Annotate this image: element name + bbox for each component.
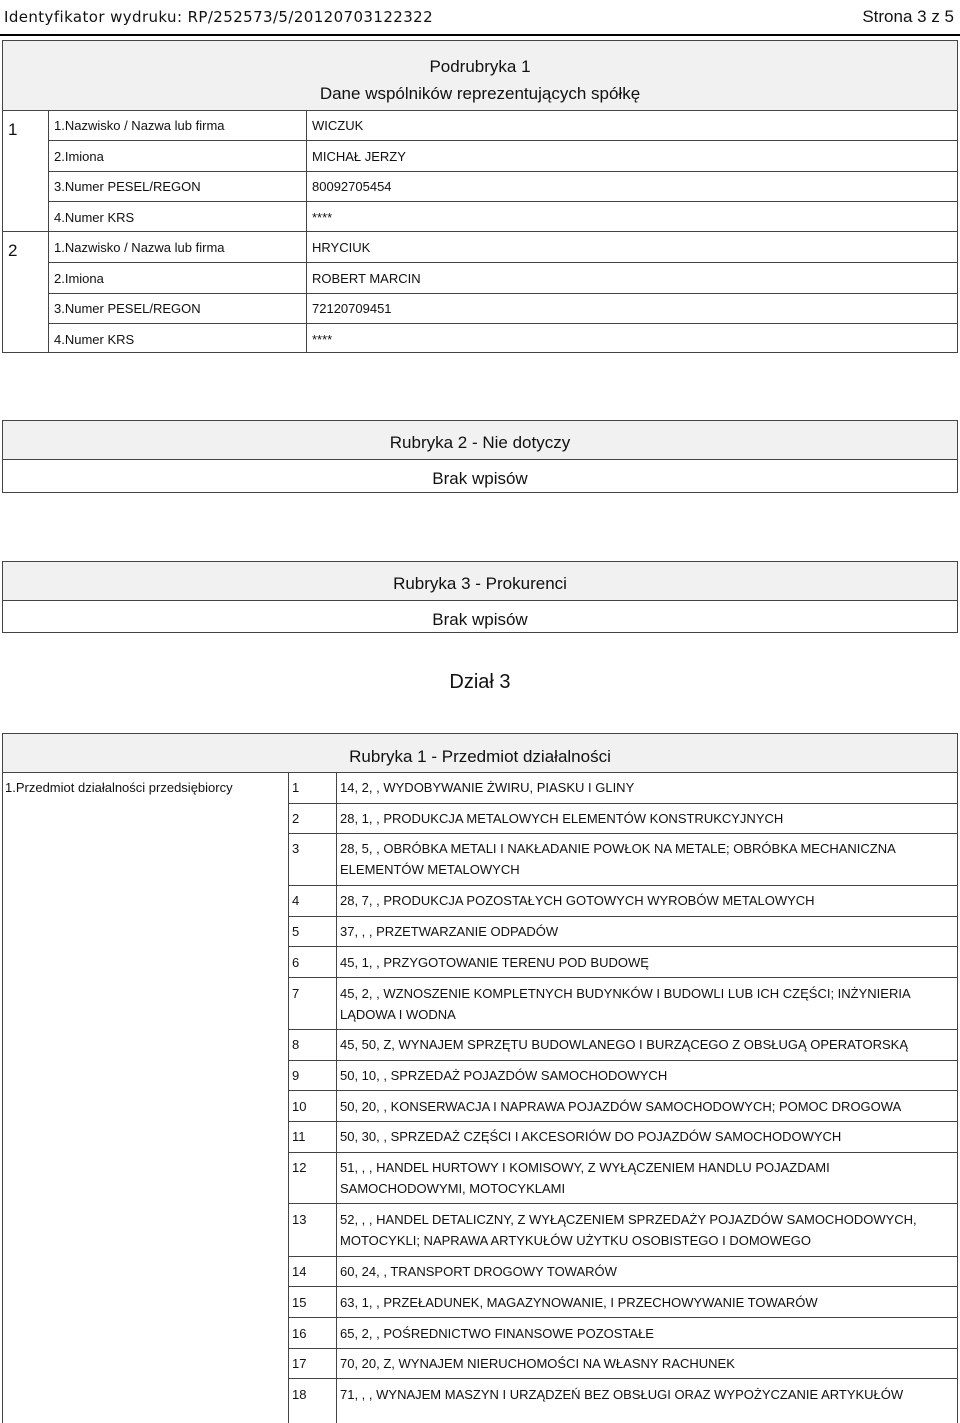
podrubryka-heading — [3, 41, 957, 111]
divider — [288, 885, 958, 886]
field-value: **** — [312, 332, 333, 347]
activity-description: 45, 2, , WZNOSZENIE KOMPLETNYCH BUDYNKÓW I BUDOWLI LUB ICH CZĘŚCI; INŻYNIERIA LĄDOWA I WODNA — [340, 986, 910, 1022]
divider — [288, 1203, 958, 1204]
rubryka-3-note: Brak wpisów — [432, 610, 528, 629]
rubryka-2-note: Brak wpisów — [432, 469, 528, 488]
divider — [288, 1317, 958, 1318]
activity-number: 3 — [292, 841, 300, 856]
divider — [288, 772, 289, 1423]
activity-number: 12 — [292, 1160, 307, 1175]
divider — [288, 833, 958, 834]
field-label: 2.Imiona — [54, 149, 104, 164]
rubryka-2-box — [2, 420, 958, 493]
activity-number: 16 — [292, 1326, 307, 1341]
activity-description: 63, 1, , PRZEŁADUNEK, MAGAZYNOWANIE, I PRZECHOWYWANIE TOWARÓW — [340, 1295, 818, 1310]
field-value: 80092705454 — [312, 179, 392, 194]
activity-description: 50, 10, , SPRZEDAŻ POJAZDÓW SAMOCHODOWYCH — [340, 1068, 668, 1083]
activity-description: 51, , , HANDEL HURTOWY I KOMISOWY, Z WYŁĄCZENIEM HANDLU POJAZDAMI SAMOCHODOWYMI, MOTOCYKLAMI — [340, 1160, 830, 1196]
field-value: MICHAŁ JERZY — [312, 149, 406, 164]
przedmiot-heading — [2, 733, 958, 773]
divider — [48, 110, 49, 353]
field-label: 2.Imiona — [54, 271, 104, 286]
divider — [288, 946, 958, 947]
divider — [288, 1060, 958, 1061]
podrubryka-subtitle: Dane wspólników reprezentujących spółkę — [319, 84, 641, 103]
activity-number: 2 — [292, 811, 300, 826]
divider — [288, 1256, 958, 1257]
activity-description: 37, , , PRZETWARZANIE ODPADÓW — [340, 924, 559, 939]
field-value: HRYCIUK — [312, 240, 371, 255]
rubryka-3-title: Rubryka 3 - Prokurenci — [393, 574, 567, 593]
rubryka-3-box — [2, 561, 958, 633]
activity-description: 70, 20, Z, WYNAJEM NIERUCHOMOŚCI NA WŁASNY RACHUNEK — [340, 1356, 735, 1371]
activity-description: 45, 1, , PRZYGOTOWANIE TERENU POD BUDOWĘ — [340, 955, 649, 970]
divider — [3, 459, 957, 460]
divider — [288, 803, 958, 804]
divider — [48, 171, 958, 172]
activity-description: 28, 7, , PRODUKCJA POZOSTAŁYCH GOTOWYCH WYROBÓW METALOWYCH — [340, 893, 815, 908]
activity-number: 13 — [292, 1212, 307, 1227]
podrubryka-title: Podrubryka 1 — [429, 57, 531, 76]
field-label: 1.Nazwisko / Nazwa lub firma — [54, 240, 225, 255]
activity-description: 28, 5, , OBRÓBKA METALI I NAKŁADANIE POWŁOK NA METALE; OBRÓBKA MECHANICZNA ELEMENTÓW METALOWYCH — [340, 841, 896, 877]
divider — [2, 110, 958, 111]
field-label: 3.Numer PESEL/REGON — [54, 301, 201, 316]
divider — [288, 977, 958, 978]
divider — [48, 262, 958, 263]
przedmiot-label: 1.Przedmiot działalności przedsiębiorcy — [5, 780, 233, 795]
divider — [288, 1121, 958, 1122]
divider — [288, 1029, 958, 1030]
activity-description: 52, , , HANDEL DETALICZNY, Z WYŁĄCZENIEM SPRZEDAŻY POJAZDÓW SAMOCHODOWYCH, MOTOCYKLI; NAPRAWA ARTYKUŁÓW UŻYTKU OSOBISTEGO I DOMOWEGO — [340, 1212, 917, 1248]
rubryka-3-heading — [3, 562, 957, 600]
field-label: 1.Nazwisko / Nazwa lub firma — [54, 118, 225, 133]
activity-number: 17 — [292, 1356, 307, 1371]
przedmiot-title: Rubryka 1 - Przedmiot działalności — [349, 747, 611, 766]
divider — [48, 293, 958, 294]
divider — [288, 1378, 958, 1379]
divider — [306, 110, 307, 353]
activity-number: 10 — [292, 1099, 307, 1114]
partner-index: 1 — [8, 120, 18, 139]
activity-number: 14 — [292, 1264, 307, 1279]
divider — [48, 201, 958, 202]
rubryka-2-heading — [3, 421, 957, 459]
divider — [3, 600, 957, 601]
field-value: WICZUK — [312, 118, 364, 133]
activity-description: 60, 24, , TRANSPORT DROGOWY TOWARÓW — [340, 1264, 617, 1279]
divider — [288, 1152, 958, 1153]
page-header — [0, 0, 960, 36]
activity-number: 11 — [292, 1129, 306, 1144]
section-title: Dział 3 — [449, 671, 511, 693]
field-label: 4.Numer KRS — [54, 210, 135, 225]
field-value: ROBERT MARCIN — [312, 271, 421, 286]
page-number: Strona 3 z 5 — [862, 7, 954, 26]
header-rule — [0, 34, 960, 36]
partner-index: 2 — [8, 241, 18, 260]
activity-description: 28, 1, , PRODUKCJA METALOWYCH ELEMENTÓW KONSTRUKCYJNYCH — [340, 811, 784, 826]
activity-number: 18 — [292, 1387, 307, 1402]
field-value: 72120709451 — [312, 301, 392, 316]
activity-number: 6 — [292, 955, 300, 970]
activity-number: 15 — [292, 1295, 307, 1310]
divider — [336, 772, 337, 1423]
activity-number: 5 — [292, 924, 300, 939]
rubryka-2-title: Rubryka 2 - Nie dotyczy — [389, 433, 571, 452]
divider — [2, 231, 958, 232]
field-value: **** — [312, 210, 333, 225]
divider — [288, 1286, 958, 1287]
divider — [288, 916, 958, 917]
activity-description: 71, , , WYNAJEM MASZYN I URZĄDZEŃ BEZ OBSŁUGI ORAZ WYPOŻYCZANIE ARTYKUŁÓW — [340, 1387, 904, 1402]
activity-description: 45, 50, Z, WYNAJEM SPRZĘTU BUDOWLANEGO I BURZĄCEGO Z OBSŁUGĄ OPERATORSKĄ — [340, 1037, 909, 1052]
divider — [48, 323, 958, 324]
divider — [288, 1090, 958, 1091]
activity-number: 8 — [292, 1037, 300, 1052]
activity-description: 50, 30, , SPRZEDAŻ CZĘŚCI I AKCESORIÓW DO POJAZDÓW SAMOCHODOWYCH — [340, 1129, 842, 1144]
activity-number: 7 — [292, 986, 300, 1001]
field-label: 4.Numer KRS — [54, 332, 135, 347]
activity-description: 65, 2, , POŚREDNICTWO FINANSOWE POZOSTAŁE — [340, 1326, 654, 1341]
activity-number: 1 — [292, 780, 300, 795]
activity-description: 14, 2, , WYDOBYWANIE ŻWIRU, PIASKU I GLINY — [340, 780, 635, 795]
print-identifier: Identyfikator wydruku: RP/252573/5/20120703122322 — [4, 8, 434, 26]
field-label: 3.Numer PESEL/REGON — [54, 179, 201, 194]
activity-number: 9 — [292, 1068, 300, 1083]
divider — [288, 1348, 958, 1349]
divider — [48, 140, 958, 141]
activity-number: 4 — [292, 893, 300, 908]
activity-description: 50, 20, , KONSERWACJA I NAPRAWA POJAZDÓW SAMOCHODOWYCH; POMOC DROGOWA — [340, 1099, 902, 1114]
